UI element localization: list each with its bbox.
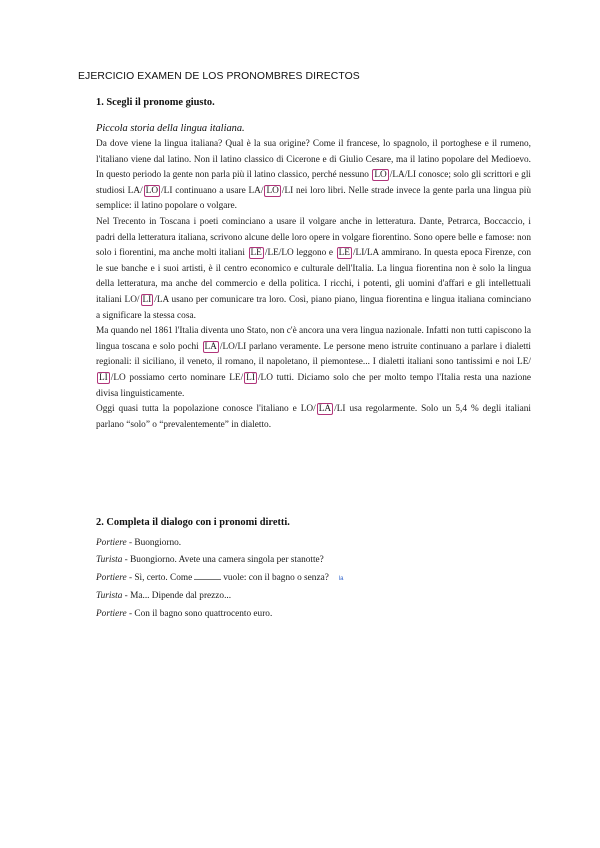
circled-answer: LE [338,248,350,259]
story-text-segment: /LO/LI parlano veramente. Le persone meno istruite continuano a parlare i dialetti regionali: il siciliano, il veneto, il romano, il napoletano, il piemontese... I dialetti italiani sono tantissimi e noi LE/ [96,341,531,368]
story-text [96,137,531,433]
story-text-segment: /LI usa regolarmente. Solo un 5,4 % degli italiani parlano “solo” o “prevalentemente” in dialetto. [96,404,531,430]
dialog-line [96,570,496,588]
story-text-segment: /LI/LA ammirano. In questa epoca Firenze, con le sue banche e i suoi artisti, è il centro economico e culturale dell'Italia. La lingua fiorentina non è solo la lingua della letteratura, ma anche del commercio e della politica. I ricchi, i potenti, gli uomini d'affari e gli intellettuali italiani LO/ [96,248,532,305]
dialog-speaker: Turista [96,555,123,566]
story-text-segment: /LO possiamo certo nominare LE/ [110,372,244,383]
dialog-line [96,606,496,623]
dialog-text: - Con il bagno sono quattrocento euro. [126,608,273,619]
handwritten-note: la [338,575,344,582]
dialog-speaker: Portiere [96,572,127,583]
circled-answer: LO [145,185,159,196]
story-text-segment: /LI continuano a usare LA/ [161,185,264,196]
story-text-segment: /LA/LI conosce; solo gli scrittori e gli studiosi LA/ [96,170,531,196]
story-text-segment: Oggi quasi tutta la popolazione conosce l'italiano e LO/ [96,404,316,415]
fill-in-blank[interactable] [194,570,221,580]
dialog [96,535,496,623]
dialog-speaker: Portiere [96,538,127,548]
dialog-text: - Sì, certo. Come [126,572,193,583]
story-text-segment: Nel Trecento in Toscana i poeti cominciano a usare il volgare anche in letteratura. Dante, Petrarca, Boccaccio, i padri della letteratura italiana, scrivono alcune delle loro opere in volgare fiorentino. Sono opere belle e famose: non solo i fiorentini, ma anche molti italiani [96,216,531,259]
circled-answer: LA [204,341,217,352]
circled-answer: LI [99,372,108,383]
page-title: EJERCICIO EXAMEN DE LOS PRONOMBRES DIRECTOS [78,71,360,82]
dialog-text: vuole: con il bagno o senza? [223,572,329,583]
circled-answer: LA [318,404,332,415]
story-paragraph [96,402,531,433]
circled-answer: LI [142,294,152,305]
story-title: Piccola storia della lingua italiana. [96,123,245,134]
circled-answer: LI [246,372,255,383]
dialog-line [96,535,496,552]
story-text-segment: /LE/LO leggono e [264,248,336,259]
section-2-heading: 2. Completa il dialogo con i pronomi diretti. [96,517,290,528]
story-paragraph [96,324,531,402]
dialog-text: - Buongiorno. [126,538,182,548]
story-text-segment: Ma quando nel 1861 l'Italia diventa uno Stato, non c'è ancora una vera lingua nazionale. Infatti non tutti capiscono la lingua toscana e solo pochi [96,326,531,352]
circled-answer: LO [266,185,279,196]
story-paragraph [96,137,531,215]
story-paragraph [96,215,531,324]
dialog-speaker: Turista [96,591,123,602]
story-text-segment: /LO tutti. Diciamo solo che per molto tempo l'Italia resta una nazione divisa linguisticamente. [96,372,531,399]
dialog-line [96,552,496,569]
story-text-segment: /LI nei loro libri. Nelle strade invece la gente parla una lingua più semplice: il latino popolare o volgare. [96,185,532,212]
circled-answer: LE [250,248,262,259]
dialog-text: - Ma... Dipende dal prezzo... [122,591,232,602]
story-text-segment: Da dove viene la lingua italiana? Qual è la sua origine? Come il francese, lo spagnolo, il portoghese e il rumeno, l'italiano viene dal latino. Non il latino classico di Cicerone e di Giulio Cesare, ma il latino popolare del Medioevo. In questo periodo la gente non parla più il latino classico, perché nessuno [96,139,531,181]
dialog-speaker: Portiere [96,608,127,619]
story-text-segment: /LA usano per comunicare tra loro. Così, piano piano, lingua fiorentina e lingua italiana cominciano a significare la stessa cosa. [96,294,531,321]
section-1-heading: 1. Scegli il pronome giusto. [96,97,215,108]
dialog-text: - Buongiorno. Avete una camera singola per stanotte? [122,555,324,566]
dialog-line [96,588,496,605]
circled-answer: LO [374,170,387,181]
